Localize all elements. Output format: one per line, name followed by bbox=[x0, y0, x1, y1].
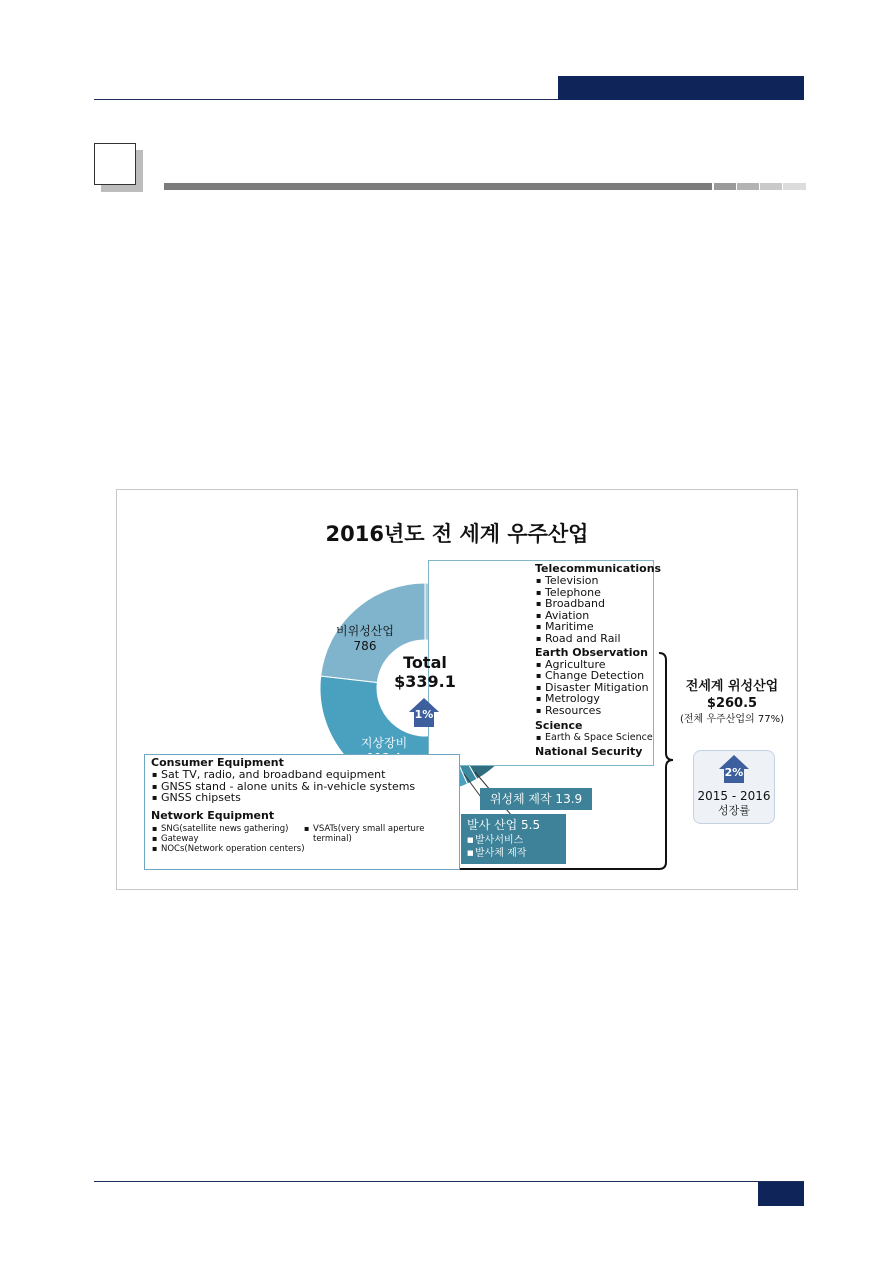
network-items bbox=[151, 822, 459, 860]
sat-industry-note: (전체 우주산업의 77%) bbox=[679, 714, 784, 725]
slice-name: 비위성산업 bbox=[336, 624, 394, 638]
total-value: $339.1 bbox=[394, 672, 456, 691]
group-title: Earth Observation bbox=[535, 645, 648, 659]
group-title: Telecommunications bbox=[535, 562, 662, 575]
list-item: ▪ Resources bbox=[535, 705, 653, 717]
list-item: ▪ Metrology bbox=[535, 693, 653, 705]
list-item: ▪ Telephone bbox=[535, 587, 653, 599]
total-label bbox=[385, 653, 465, 691]
launch-title: 발사 산업 5.5 bbox=[467, 818, 541, 832]
growth-value: 2% bbox=[724, 766, 744, 779]
slice-value: 786 bbox=[353, 639, 377, 653]
header-tab bbox=[558, 76, 804, 100]
ground-equipment-box bbox=[144, 754, 460, 870]
list-item: ▪ Television bbox=[535, 575, 653, 587]
list-item: ▪ GNSS stand - alone units & in-vehicle systems bbox=[151, 781, 459, 793]
space-industry-figure bbox=[116, 489, 798, 890]
network-right bbox=[303, 824, 433, 844]
slice-label-sat-service bbox=[457, 655, 527, 685]
list-item: ▪ Maritime bbox=[535, 621, 653, 633]
growth-label: 성장률 bbox=[718, 804, 750, 817]
list-item: ▪ SNG(satellite news gathering) bbox=[151, 824, 305, 834]
section-bar-seg bbox=[737, 183, 759, 190]
sat-group bbox=[535, 720, 653, 744]
launch-item-text: 발사서비스 bbox=[475, 835, 524, 846]
list-item: ▪ Disaster Mitigation bbox=[535, 682, 653, 694]
launch-item: ■ 발사서비스 bbox=[467, 835, 524, 846]
list-item: ▪ VSATs(very small aperture terminal) bbox=[303, 824, 433, 844]
group-title: Network Equipment bbox=[151, 808, 275, 822]
section-bar-seg bbox=[783, 183, 806, 190]
sat-mfg-label: 위성체 제작 13.9 bbox=[480, 788, 592, 810]
figure-title: 2016년도 전 세계 우주산업 bbox=[325, 522, 589, 546]
section-bar-seg bbox=[760, 183, 782, 190]
sat-industry-value: $260.5 bbox=[706, 696, 758, 711]
total-title: Total bbox=[403, 653, 447, 672]
list-item: ▪ Gateway bbox=[151, 834, 305, 844]
list-item: ▪ Agriculture bbox=[535, 659, 653, 671]
slice-value: 127.7 bbox=[474, 670, 510, 684]
sat-industry-info bbox=[667, 678, 797, 727]
section-number-box bbox=[94, 143, 136, 185]
list-item: ▪ Road and Rail bbox=[535, 633, 653, 645]
launch-item-text: 발사체 제작 bbox=[475, 848, 527, 859]
growth-rate-box bbox=[693, 750, 775, 824]
launch-item: ■ 발사체 제작 bbox=[467, 848, 527, 859]
slice-label-non-sat bbox=[329, 624, 401, 654]
list-item: ▪ Change Detection bbox=[535, 670, 653, 682]
growth-period: 2015 - 2016 bbox=[697, 789, 771, 803]
launch-box bbox=[461, 814, 566, 864]
group-title: National Security bbox=[535, 745, 643, 759]
list-item: ▪ NOCs(Network operation centers) bbox=[151, 844, 305, 854]
group-title: Science bbox=[535, 718, 583, 732]
list-item: ▪ Broadband bbox=[535, 598, 653, 610]
list-item: ▪ Aviation bbox=[535, 610, 653, 622]
list-item: ▪ Earth & Space Science bbox=[535, 732, 653, 744]
sat-group bbox=[535, 647, 653, 717]
section-bar-seg bbox=[714, 183, 736, 190]
footer-rule bbox=[94, 1181, 804, 1182]
center-growth: 1% bbox=[414, 708, 434, 721]
slice-name: 지상장비 bbox=[360, 736, 408, 750]
list-item: ▪ GNSS chipsets bbox=[151, 792, 459, 804]
network-left bbox=[151, 824, 305, 854]
sat-group bbox=[535, 562, 662, 645]
list-item: ▪ Sat TV, radio, and broadband equipment bbox=[151, 769, 459, 781]
sat-industry-title: 전세계 위성산업 bbox=[685, 679, 779, 694]
footer-page-tab bbox=[758, 1182, 804, 1206]
slice-name: 위성서비스 bbox=[463, 655, 521, 669]
sat-group bbox=[535, 746, 653, 758]
section-bar bbox=[164, 183, 712, 190]
group-title: Consumer Equipment bbox=[151, 756, 284, 769]
